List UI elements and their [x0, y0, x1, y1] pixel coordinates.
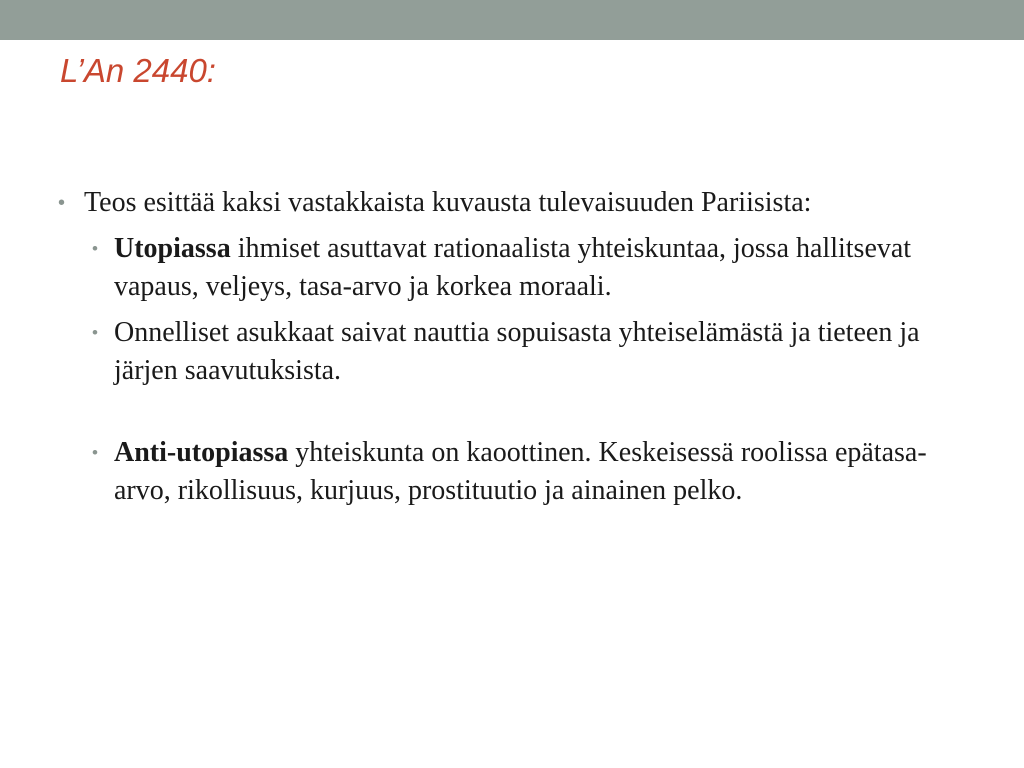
- slide-body: [58, 184, 958, 510]
- bullet-marker: •: [92, 239, 98, 258]
- bullet-item-2: [92, 230, 944, 306]
- bullet-text: yhteiskunta on kaoottinen. Keskeisessä roolissa epätasa-arvo, rikollisuus, kurjuus, prostituutio ja ainainen pelko.: [114, 437, 927, 506]
- bullet-item-4: [92, 434, 944, 510]
- bullet-marker: •: [58, 192, 66, 214]
- bullet-text: Teos esittää kaksi vastakkaista kuvausta tulevaisuuden Pariisista:: [84, 187, 812, 218]
- bullet-marker: •: [92, 443, 98, 462]
- bullet-item-1: [58, 184, 864, 222]
- bullet-marker: •: [92, 323, 98, 342]
- bullet-item-3: [92, 314, 944, 390]
- bullet-bold-term: Anti-utopiassa: [114, 437, 289, 468]
- top-accent-bar: [0, 0, 1024, 40]
- bullet-text: Onnelliset asukkaat saivat nauttia sopuisasta yhteiselämästä ja tieteen ja järjen saavutuksista.: [114, 317, 920, 386]
- bullet-bold-term: Utopiassa: [114, 233, 231, 264]
- bullet-text: ihmiset asuttavat rationaalista yhteiskuntaa, jossa hallitsevat vapaus, veljeys, tasa-arvo ja korkea moraali.: [114, 233, 912, 302]
- slide-title: L’An 2440:: [60, 52, 216, 89]
